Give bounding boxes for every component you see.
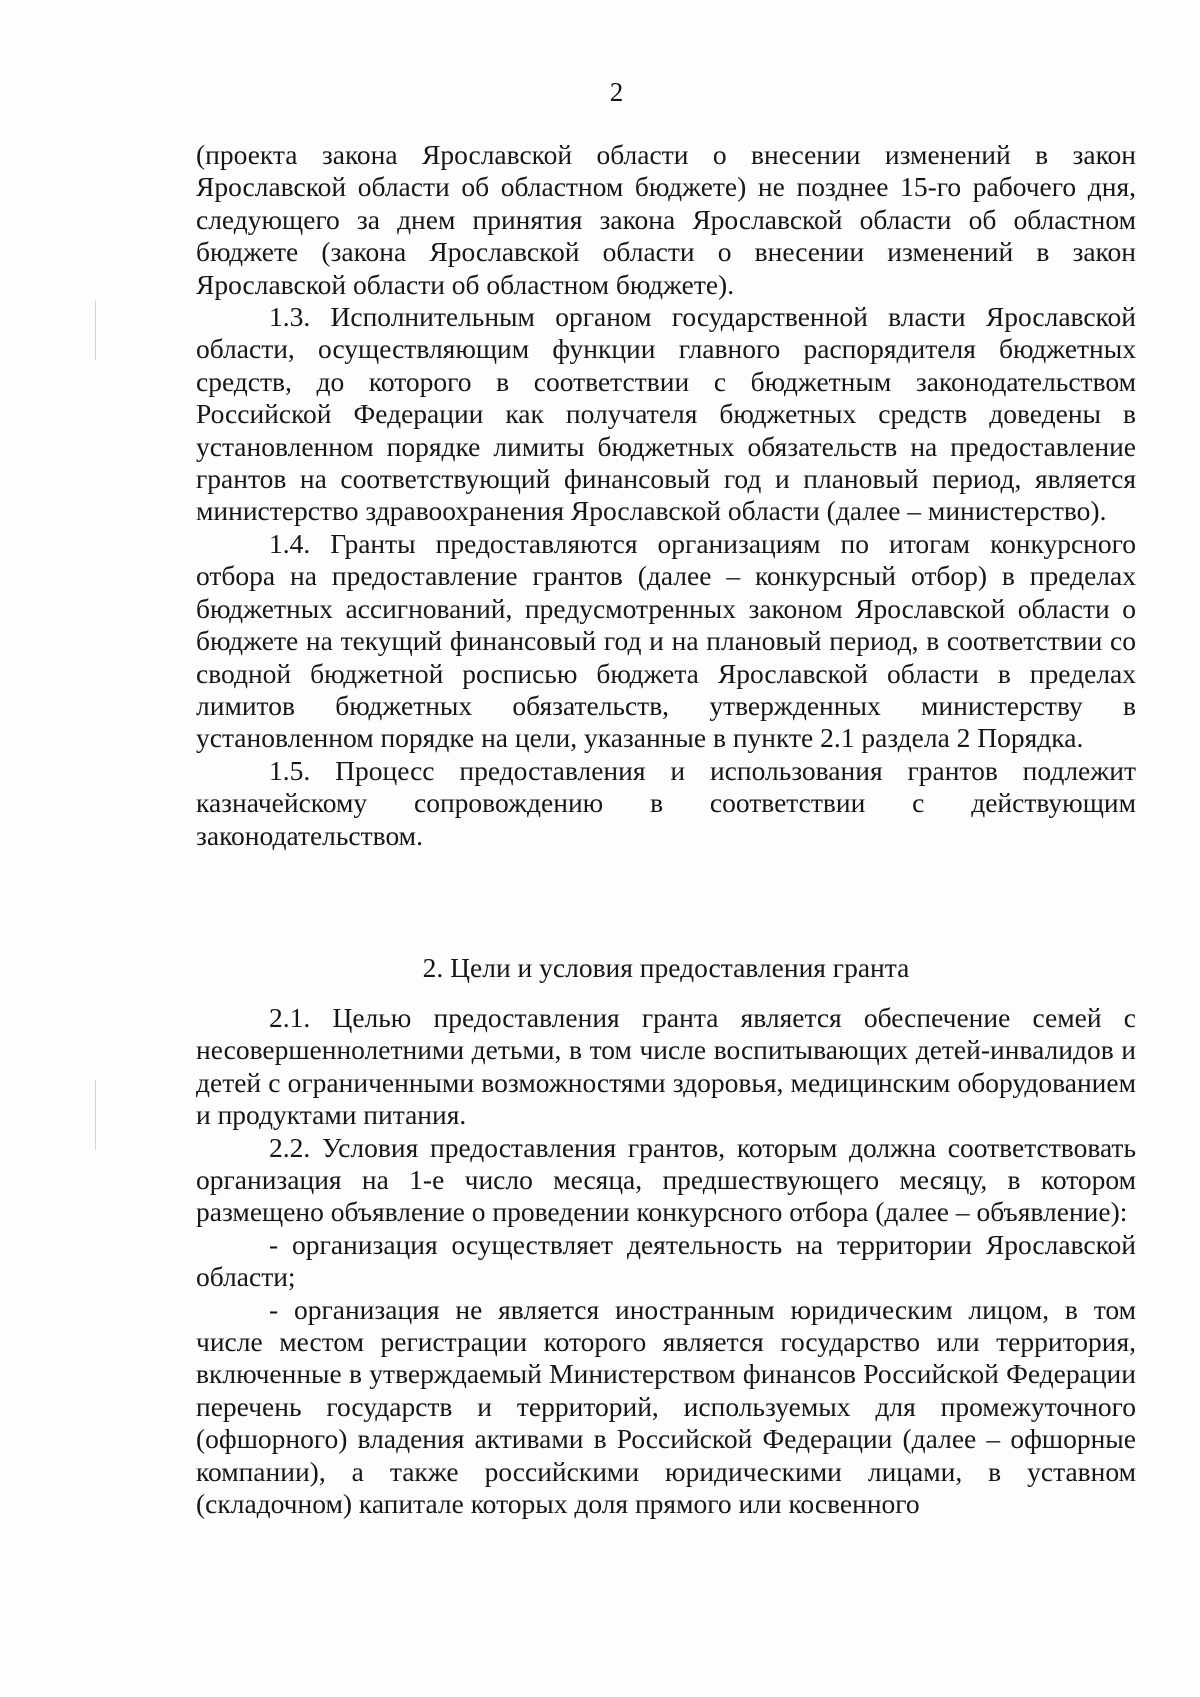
paragraph-1-3: 1.3. Исполнительным органом государственной власти Ярославской области, осуществляющим функции главного распорядителя бюджетных средств, до которого в соответствии с бюджетным законодательством Российской Федерации как получателя бюджетных средств доведены в установленном порядке лимиты бюджетных обязательств на предоставление грантов на соответствующий финансовый год и плановый период, является министерство здравоохранения Ярославской области (далее – министерство). [196, 301, 1136, 527]
page-number: 2 [609, 77, 624, 107]
paragraph-1-4: 1.4. Гранты предоставляются организациям по итогам конкурсного отбора на предоставление грантов (далее – конкурсный отбор) в пределах бюджетных ассигнований, предусмотренных законом Ярославской области о бюджете на текущий финансовый год и на плановый период, в соответствии со сводной бюджетной росписью бюджета Ярославской области в пределах лимитов бюджетных обязательств, утвержденных министерству в установленном порядке на цели, указанные в пункте 2.1 раздела 2 Порядка. [196, 527, 1136, 754]
paragraph-2-2: 2.2. Условия предоставления грантов, которым должна соответствовать организация на 1-е число месяца, предшествующего месяцу, в котором размещено объявление о проведении конкурсного отбора (далее – объявление): [196, 1131, 1136, 1228]
paragraph-continuation: (проекта закона Ярославской области о внесении изменений в закон Ярославской области об областном бюджете) не позднее 15-го рабочего дня, следующего за днем принятия закона Ярославской области об областном бюджете (закона Ярославской области о внесении изменений в закон Ярославской области об областном бюджете). [196, 139, 1136, 300]
section-1-text [196, 139, 1136, 852]
paragraph-1-5: 1.5. Процесс предоставления и использования грантов подлежит казначейскому сопровождению в соответствии с действующим законодательством. [196, 754, 1136, 851]
section-2-heading: 2. Цели и условия предоставления гранта [422, 952, 910, 983]
list-item-foreign-entity: - организация не является иностранным юридическим лицом, в том числе местом регистрации которого является государство или территория, включенные в утверждаемый Министерством финансов Российской Федерации перечень государств и территорий, используемых для промежуточного (офшорного) владения активами в Российской Федерации (далее – офшорные компании), а также российскими юридическими лицами, в уставном (складочном) капитале которых доля прямого или косвенного [196, 1293, 1136, 1520]
list-item-territory: - организация осуществляет деятельность на территории Ярославской области; [196, 1228, 1136, 1293]
paragraph-2-1: 2.1. Целью предоставления гранта является обеспечение семей с несовершеннолетними детьми, в том числе воспитывающих детей-инвалидов и детей с ограниченными возможностями здоровья, медицинским оборудованием и продуктами питания. [196, 1002, 1136, 1131]
section-2-text [196, 1002, 1136, 1521]
scan-edge-mark [95, 1080, 96, 1150]
scan-edge-mark [95, 300, 96, 360]
